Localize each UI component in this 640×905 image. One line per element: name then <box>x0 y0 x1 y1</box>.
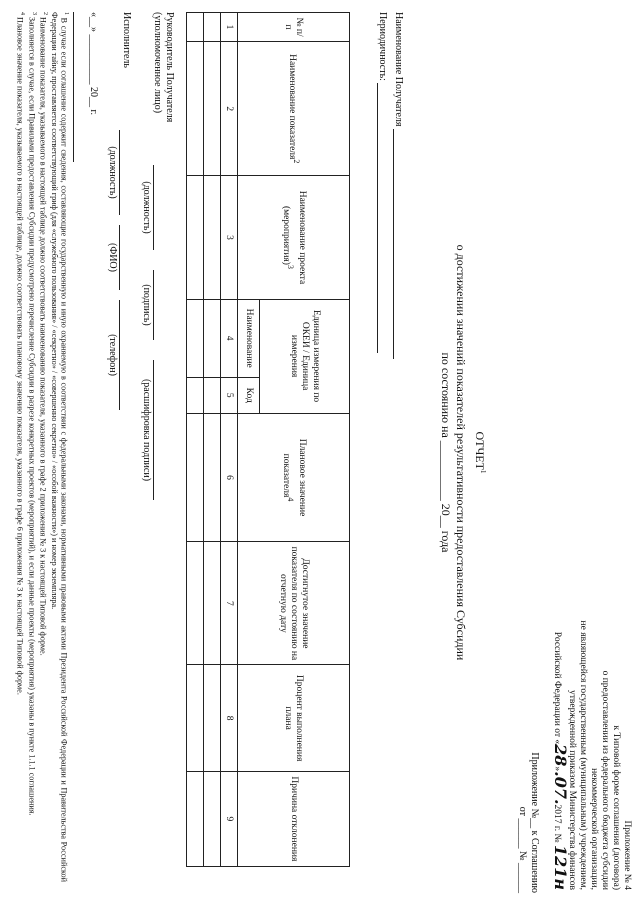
col-plan-header <box>238 413 350 542</box>
col-indicator-sup: 2 <box>291 159 301 164</box>
table-row <box>204 13 221 867</box>
col-project-header <box>238 176 350 299</box>
footnote-rule <box>73 12 74 162</box>
executor-fio-caption: (ФИО) <box>107 242 118 272</box>
order-month: .07. <box>551 771 570 805</box>
col-indicator-text: Наименование показателя <box>286 54 297 160</box>
executor-phone-caption: (телефон) <box>107 334 118 376</box>
col-reason-header: Причина отклонения <box>238 771 350 866</box>
report-title-text: ОТЧЕТ <box>473 431 487 470</box>
col-achieved-header: Достигнутое значение показателя по состоянию на отчетную дату <box>238 542 350 665</box>
col-unit-code-header: Код <box>238 377 260 413</box>
order-day: 28 <box>551 744 570 767</box>
report-title <box>473 0 490 905</box>
table-cell[interactable] <box>204 771 221 866</box>
footnote-text: Плановое значение показателя, указываемого в настоящей таблице, должно соответствовать плановому значению показателя, указанного в графе 6 приложения № 3 к настоящей Типовой форме. <box>15 17 25 695</box>
table-cell[interactable] <box>204 413 221 542</box>
column-number: 3 <box>221 176 238 299</box>
head-position-caption: (должность) <box>141 181 152 234</box>
table-cell[interactable] <box>187 771 204 866</box>
executor-phone-field[interactable] <box>119 300 130 410</box>
footnote-num: 3 <box>30 12 37 15</box>
footnote-text: Наименование показателя, указываемого в настоящей таблице должно соответствовать наименованию показателя, указанного в графе 2 приложения № 3 к настоящей Типовой форме. <box>38 17 48 656</box>
head-signature-field[interactable] <box>153 270 164 340</box>
order-year: 2017 г. № <box>552 804 562 843</box>
header-line: не являющейся государственным (муниципальным) учреждением, <box>578 620 588 890</box>
recipient-row <box>393 12 404 359</box>
report-date-line: по состоянию на __________ 20__ года <box>439 352 453 553</box>
period-field[interactable] <box>377 83 388 353</box>
executor-label: Исполнитель <box>121 12 132 68</box>
col-indicator-header <box>238 42 350 176</box>
table-cell[interactable] <box>204 176 221 299</box>
agreement-reference <box>516 752 540 893</box>
footnote-text: В случае если соглашение содержит сведения, составляющие государственную и иную охраняемую в соответствии с федеральными законами, нормативными правовыми актами Президента Российской Федерации и Правительства Российской Федерации тайну, проставляется соответствующий гриф (для «служебного пользования» / «секретно» / «совершенно секретно» / «особой важности») и номер экземпляра. <box>49 12 69 882</box>
footnote-3 <box>26 12 37 882</box>
table-cell[interactable] <box>204 42 221 176</box>
col-plan-text: Плановое значение показателя <box>280 438 308 517</box>
period-row <box>377 12 388 353</box>
col-unit-name-header: Наименование <box>238 299 260 377</box>
footnote-num: 1 <box>63 12 69 15</box>
table-cell[interactable] <box>187 299 204 377</box>
table-cell[interactable] <box>187 542 204 665</box>
column-number: 4 <box>221 299 238 377</box>
executor-position-caption: (должность) <box>107 146 118 199</box>
footnote-4 <box>15 12 26 882</box>
order-number: 121н <box>551 844 570 890</box>
column-number: 6 <box>221 413 238 542</box>
table-cell[interactable] <box>187 665 204 771</box>
footnotes <box>15 12 70 882</box>
header-line: некоммерческой организации, <box>589 768 599 890</box>
table-cell[interactable] <box>187 413 204 542</box>
header-line: к Типовой форме соглашения (договора) <box>611 725 621 890</box>
table-cell[interactable] <box>204 299 221 377</box>
header-line: утвержденной приказом Министерства финансов <box>567 690 577 890</box>
period-label: Периодичность: <box>377 12 388 81</box>
report-title-sup: 1 <box>479 469 487 474</box>
column-number: 1 <box>221 13 238 42</box>
column-number: 5 <box>221 377 238 413</box>
order-sep: » <box>552 766 562 772</box>
appendix-header <box>551 10 632 890</box>
head-decoding-caption: (расшифровка подписи) <box>141 378 152 482</box>
report-subtitle: о достижении значений показателей результативности предоставления Субсидии <box>454 244 468 661</box>
table-cell[interactable] <box>187 176 204 299</box>
agreement-line-1: Приложение №__ к Соглашению <box>529 752 540 893</box>
col-percent-header: Процент выполнения плана <box>238 665 350 771</box>
recipient-field[interactable] <box>393 129 404 359</box>
table-cell[interactable] <box>187 42 204 176</box>
order-prefix: Российской Федерации от « <box>552 631 562 745</box>
header-line: Приложение № 4 <box>622 820 632 890</box>
footnote-text: Заполняется в случае, если Правилами предоставления Субсидии предусмотрено перечисление Субсидии в разрезе конкретных проектов (мероприятий), и если данные проекты (мероприятия) указаны в пункте 1.1.1 соглашения. <box>27 17 37 816</box>
footnote-num: 2 <box>42 12 49 15</box>
column-number-row <box>221 13 238 867</box>
footnote-2 <box>38 12 49 882</box>
column-number: 7 <box>221 542 238 665</box>
column-number: 2 <box>221 42 238 176</box>
col-project-text: Наименование проекта (мероприятия) <box>280 190 308 285</box>
head-label <box>151 12 175 122</box>
head-label-line-2: (уполномоченное лицо) <box>152 12 163 114</box>
head-decoding-field[interactable] <box>153 360 164 500</box>
col-plan-sup: 4 <box>286 497 296 502</box>
table-cell[interactable] <box>204 377 221 413</box>
footnote-1 <box>49 12 70 882</box>
col-num-header: № п/п <box>238 13 350 42</box>
table-cell[interactable] <box>204 13 221 42</box>
head-position-field[interactable] <box>153 165 164 250</box>
table-cell[interactable] <box>187 377 204 413</box>
footnote-num: 4 <box>19 12 26 15</box>
head-label-line-1: Руководитель Получателя <box>164 12 175 123</box>
recipient-label: Наименование Получателя <box>393 12 404 127</box>
header-line: о предоставлении из федерального бюджета субсидии <box>600 670 610 890</box>
table-cell[interactable] <box>204 542 221 665</box>
executor-position-field[interactable] <box>119 130 130 215</box>
table-cell[interactable] <box>187 13 204 42</box>
executor-fio-field[interactable] <box>119 225 130 290</box>
table-cell[interactable] <box>204 665 221 771</box>
agreement-line-2: от ______ № ______ <box>517 806 528 893</box>
column-number: 9 <box>221 771 238 866</box>
col-project-sup: 3 <box>286 264 296 269</box>
report-table <box>186 12 350 867</box>
head-signature-caption: (подпись) <box>141 284 152 326</box>
table-row <box>187 13 204 867</box>
col-unit-header: Единица измерения по ОКЕИ / Единица измерения <box>260 299 350 413</box>
column-number: 8 <box>221 665 238 771</box>
header-order-line <box>551 10 570 890</box>
date-field[interactable]: «__» __________ 20__ г. <box>88 12 99 115</box>
